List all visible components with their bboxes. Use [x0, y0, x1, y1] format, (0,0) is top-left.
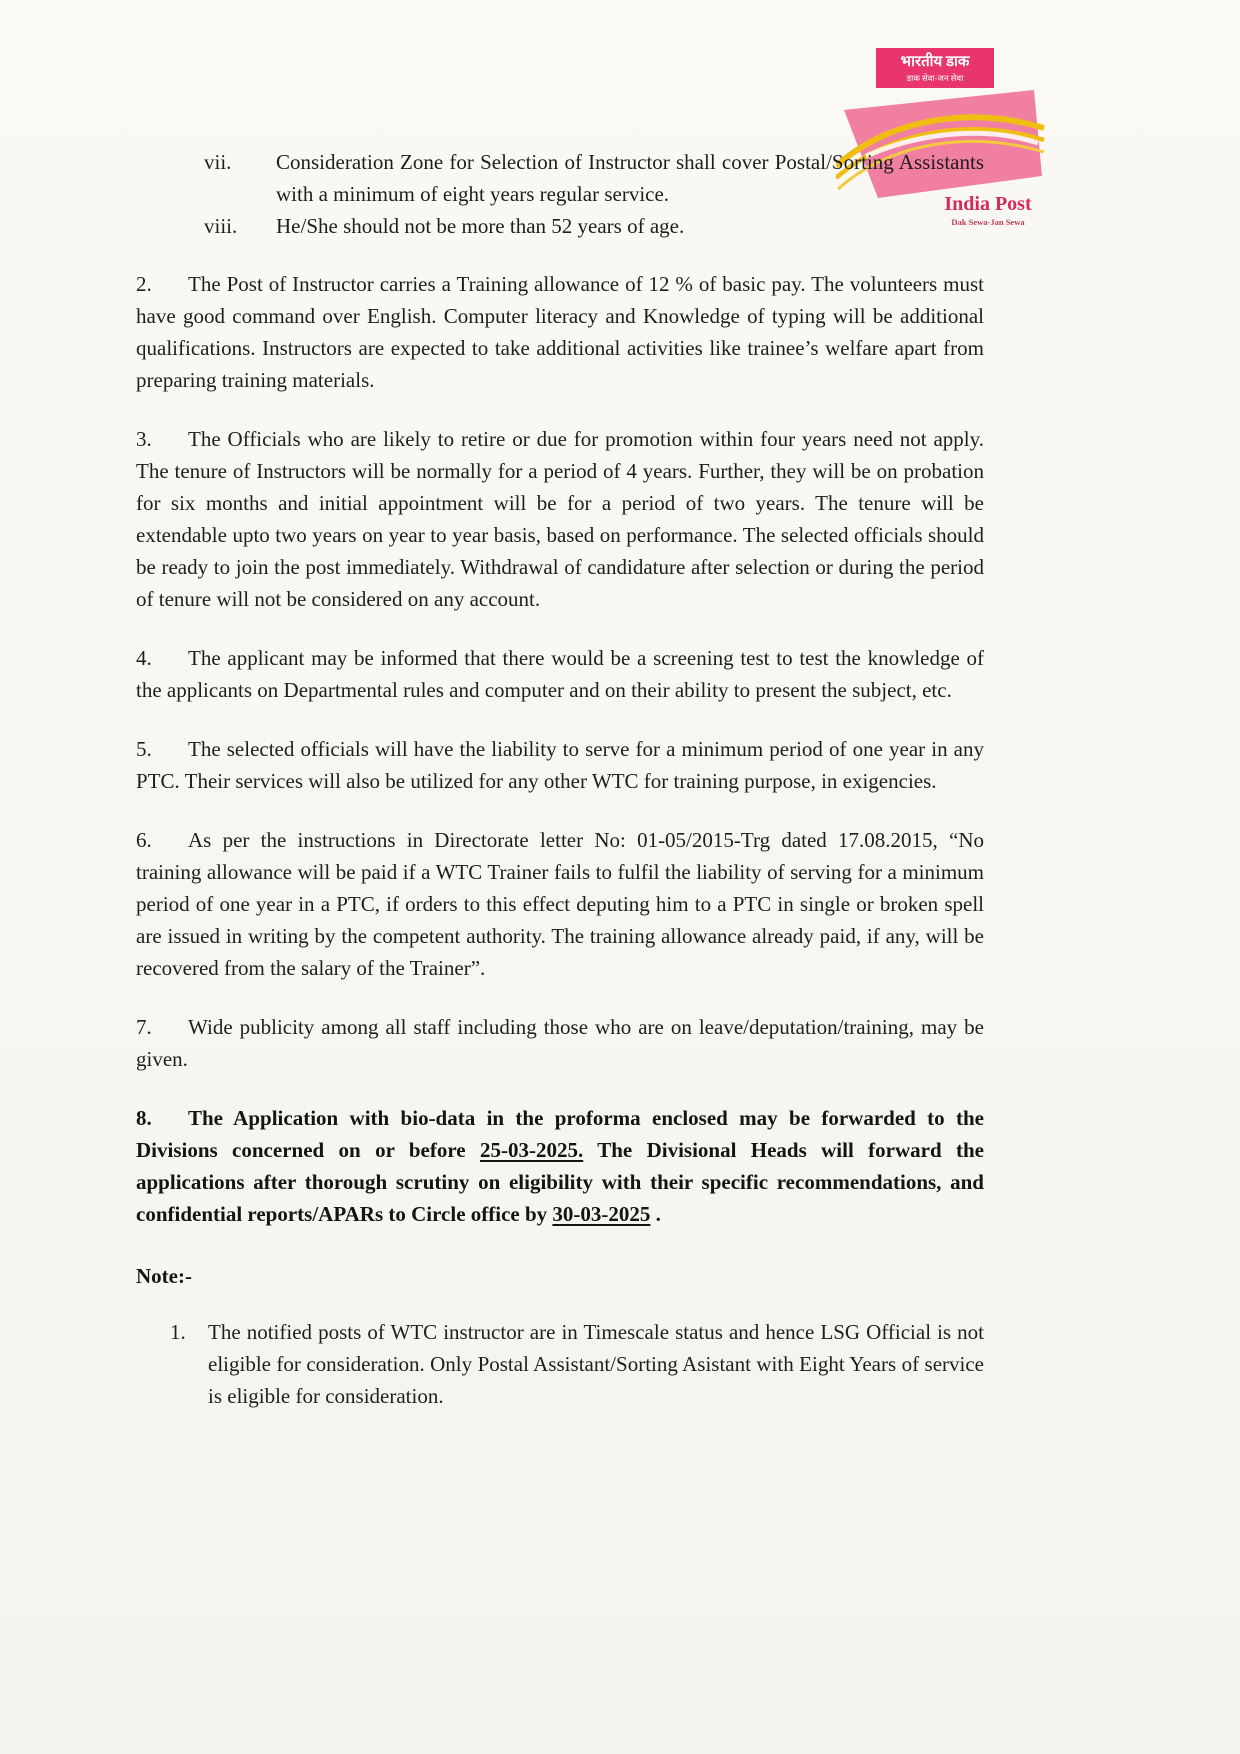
note-heading: Note:-: [136, 1264, 192, 1288]
paragraph-5: [136, 733, 984, 797]
paragraph-number: 5.: [136, 737, 152, 761]
logo-hindi-subtitle: डाक सेवा-जन सेवा: [906, 73, 964, 83]
paragraph-text: The Application with bio-data in the proforma enclosed may be forwarded to the Divisions concerned on or before: [136, 1106, 984, 1162]
paragraph-6: [136, 824, 984, 984]
logo-english-subtitle: Dak Sewa-Jan Sewa: [951, 217, 1025, 227]
paragraph-number: 7.: [136, 1015, 152, 1039]
paragraph-7: [136, 1011, 984, 1075]
paragraph-text: The Divisional Heads will forward the applications after thorough scrutiny on eligibility with their specific recommendations, and confidential reports/APARs to Circle office by: [136, 1138, 984, 1226]
paragraph-number: 3.: [136, 427, 152, 451]
note-marker: 1.: [170, 1320, 186, 1344]
list-item-vii: [204, 146, 984, 210]
paragraph-text: As per the instructions in Directorate letter No: 01-05/2015-Trg dated 17.08.2015, “No training allowance will be paid if a WTC Trainer fails to fulfil the liability of serving for a minimum period of one year in a PTC, if orders to this effect deputing him to a PTC in single or broken spell are issued in writing by the competent authority. The training allowance already paid, if any, will be recovered from the salary of the Trainer”.: [136, 828, 984, 980]
note-section: [136, 1260, 984, 1412]
paragraph-4: [136, 642, 984, 706]
paragraph-number: 6.: [136, 828, 152, 852]
paragraph-number: 2.: [136, 272, 152, 296]
paragraph-text: The selected officials will have the liability to serve for a minimum period of one year in any PTC. Their services will also be utilized for any other WTC for training purpose, in exigencies.: [136, 737, 984, 793]
paragraph-text: Wide publicity among all staff including those who are on leave/deputation/training, may be given.: [136, 1015, 984, 1071]
note-item-1: [170, 1316, 984, 1412]
paragraph-text: The Post of Instructor carries a Training allowance of 12 % of basic pay. The volunteers must have good command over English. Computer literacy and Knowledge of typing will be additional qualifications. Instructors are expected to take additional activities like trainee’s welfare apart from preparing training materials.: [136, 272, 984, 392]
paragraph-8: [136, 1102, 984, 1230]
list-marker: viii.: [204, 214, 238, 238]
deadline-date-underlined: 25-03-2025.: [479, 1138, 584, 1162]
list-item-viii: [204, 210, 984, 242]
list-text: He/She should not be more than 52 years of age.: [276, 214, 685, 238]
paragraph-2: [136, 268, 984, 396]
logo-english-title: India Post: [944, 193, 1032, 215]
note-text: The notified posts of WTC instructor are in Timescale status and hence LSG Official is not eligible for consideration. Only Postal Assistant/Sorting Asistant with Eight Years of service is eligible for consideration.: [208, 1320, 984, 1408]
list-marker: vii.: [204, 150, 232, 174]
roman-numbered-list: [204, 146, 984, 242]
deadline-date-underlined: 30-03-2025: [552, 1202, 651, 1226]
paragraph-text: The Officials who are likely to retire or due for promotion within four years need not apply. The tenure of Instructors will be normally for a period of 4 years. Further, they will be on probation for six months and initial appointment will be for a period of two years. The tenure will be extendable upto two years on year to year basis, based on performance. The selected officials should be ready to join the post immediately. Withdrawal of candidature after selection or during the period of tenure will not be considered on any account.: [136, 427, 984, 611]
logo-hindi-title: भारतीय डाक: [900, 54, 970, 70]
paragraph-text: The applicant may be informed that there would be a screening test to test the knowledge of the applicants on Departmental rules and computer and on their ability to present the subject, etc.: [136, 646, 984, 702]
paragraph-3: [136, 423, 984, 615]
paragraph-number: 8.: [136, 1106, 152, 1130]
paragraph-text: .: [650, 1202, 661, 1226]
list-text: Consideration Zone for Selection of Instructor shall cover Postal/Sorting Assistants with a minimum of eight years regular service.: [276, 150, 984, 206]
paragraph-number: 4.: [136, 646, 152, 670]
